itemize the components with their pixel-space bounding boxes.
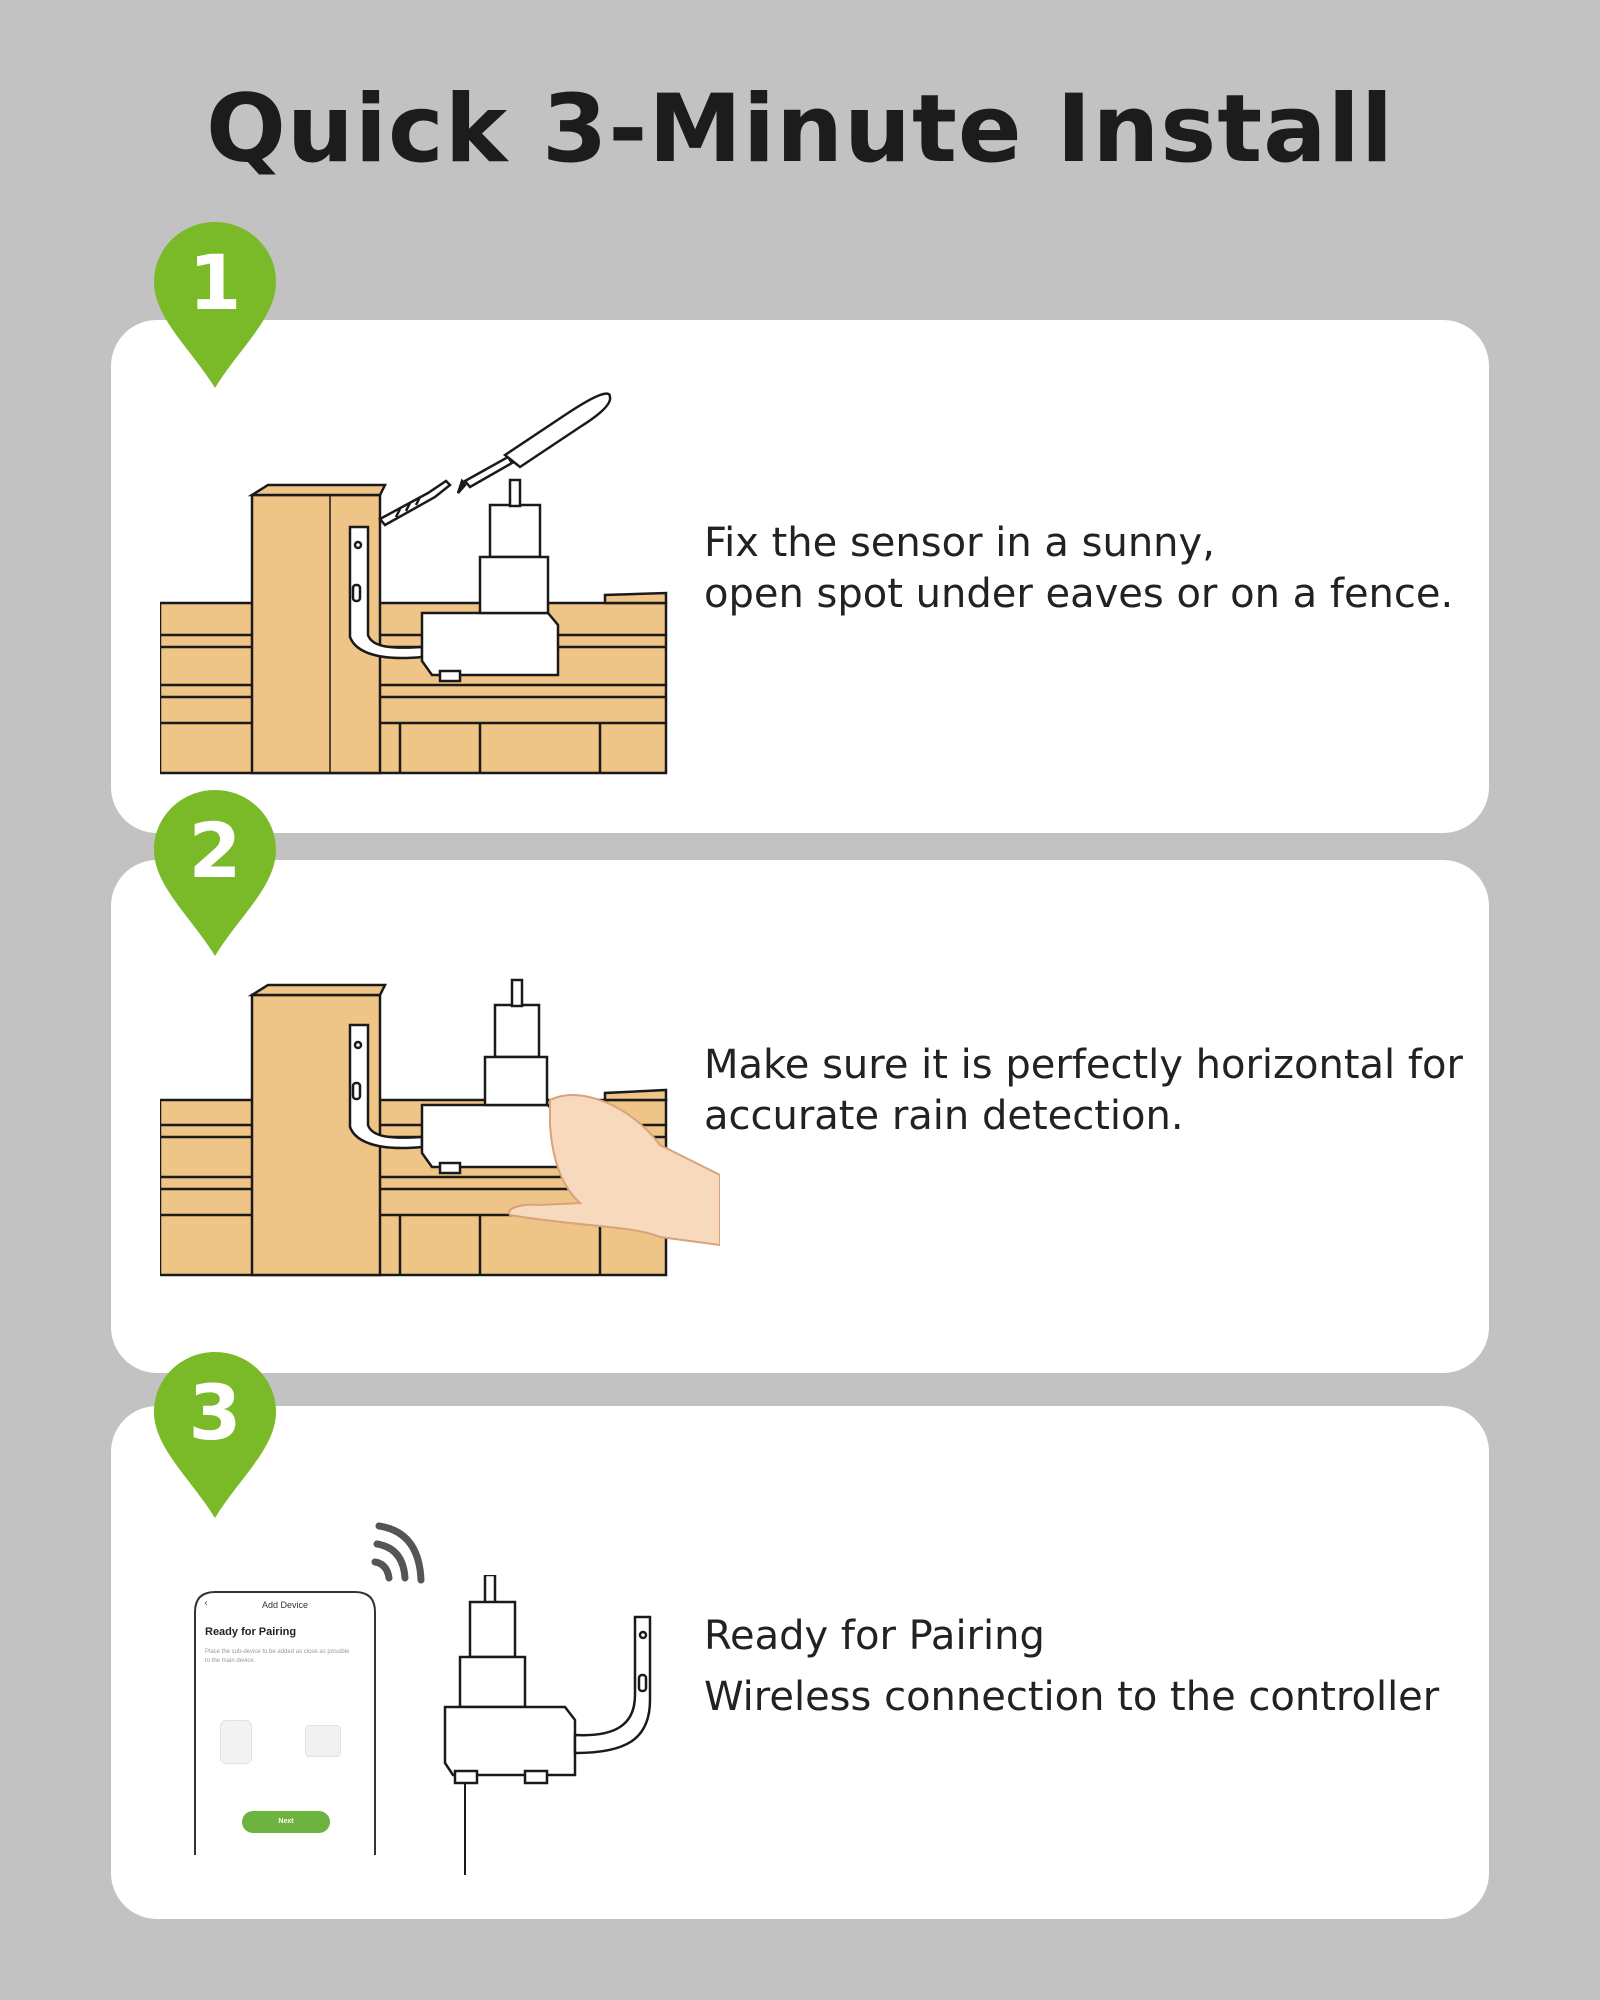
next-button[interactable]: Next: [242, 1811, 330, 1833]
step-1-line-2: open spot under eaves or on a fence.: [704, 571, 1454, 617]
step-3-number: 3: [188, 1368, 242, 1457]
step-1-line-1: Fix the sensor in a sunny,: [704, 520, 1215, 566]
controller-device-icon: [220, 1720, 252, 1764]
page-title: Quick 3-Minute Install: [205, 75, 1395, 184]
fence-hand-level-illustration: [160, 975, 720, 1285]
step-3-description: [704, 1606, 1439, 1728]
step-1-description: [704, 518, 1453, 620]
phone-title: Ready for Pairing: [205, 1626, 297, 1638]
step-2-pin: [152, 788, 278, 958]
step-1-number: 1: [188, 238, 242, 327]
sensor-device-icon: [305, 1725, 341, 1757]
phone-pairing-illustration: [190, 1520, 750, 1880]
wifi-signal-icon: [365, 1520, 425, 1590]
step-2-number: 2: [188, 806, 242, 895]
step-1-pin: [152, 220, 278, 390]
step-2-line-2: accurate rain detection.: [704, 1093, 1184, 1139]
step-2-description: [704, 1040, 1463, 1142]
step-3-pin: [152, 1350, 278, 1520]
step-3-line-2: Wireless connection to the controller: [704, 1674, 1440, 1720]
phone-back-icon[interactable]: ‹: [204, 1598, 208, 1609]
phone-hint: Place the sub-device to be added as close as possible to the main device.: [205, 1649, 350, 1664]
step-2-line-1: Make sure it is perfectly horizontal for: [704, 1042, 1463, 1088]
fence-screwdriver-illustration: [160, 385, 670, 785]
phone-header: Add Device: [261, 1600, 309, 1610]
step-3-line-1: Ready for Pairing: [704, 1613, 1045, 1659]
sensor-bracket-illustration: [435, 1575, 735, 1875]
